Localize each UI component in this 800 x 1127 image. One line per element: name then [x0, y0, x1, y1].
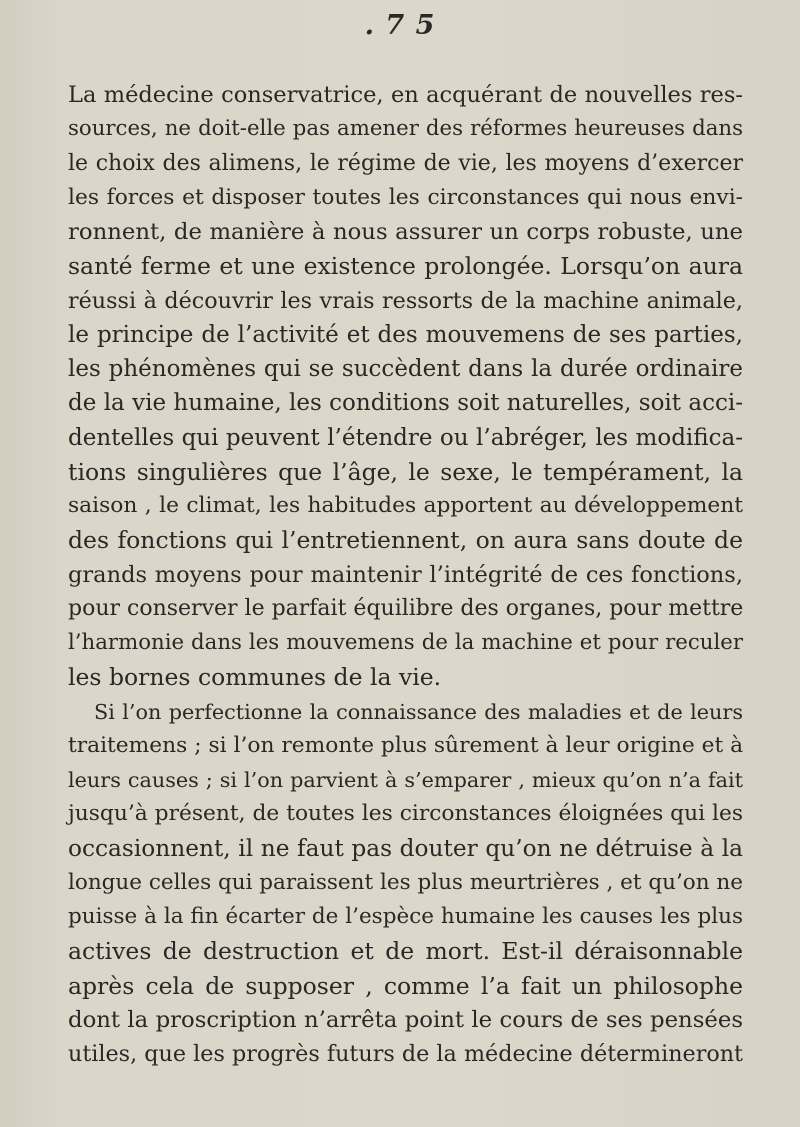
text-line: le principe de l’activité et des mouvemens de ses parties, — [68, 321, 743, 348]
text-line: santé ferme et une existence prolongée. Lorsqu’on aura — [68, 252, 743, 281]
text-line: les forces et disposer toutes les circonstances qui nous envi- — [68, 184, 743, 210]
text-line: le choix des alimens, le régime de vie, les moyens d’exercer — [68, 150, 743, 176]
text-line: réussi à découvrir les vrais ressorts de la machine animale, — [68, 287, 743, 314]
text-line: tions singulières que l’âge, le sexe, le tempérament, la — [68, 457, 743, 486]
text-line: l’harmonie dans les mouvemens de la machine et pour reculer — [68, 630, 743, 655]
text-line: les phénomènes qui se succèdent dans la durée ordinaire — [68, 356, 743, 382]
text-line: leurs causes ; si l’on parvient à s’emparer , mieux qu’on n’a fait — [68, 768, 743, 792]
body-text — [68, 78, 743, 1071]
paragraph-2 — [68, 695, 743, 1072]
text-line: grands moyens pour maintenir l’intégrité de ces fonctions, — [68, 561, 743, 588]
text-line: puisse à la fin écarter de l’espèce humaine les causes les plus — [68, 904, 743, 929]
text-line: sources, ne doit-elle pas amener des réformes heureuses dans — [68, 116, 743, 142]
text-line: dont la proscription n’arrêta point le cours de ses pensées — [68, 1006, 743, 1033]
page-number: . 7 5 — [364, 10, 436, 41]
text-line: après cela de supposer , comme l’a fait un philosophe — [68, 971, 743, 1000]
text-line: les bornes communes de la vie. — [68, 663, 442, 692]
text-line: pour conserver le parfait équilibre des organes, pour mettre — [68, 595, 744, 621]
text-line: saison , le climat, les habitudes apportent au développement — [68, 493, 743, 518]
text-line: traitemens ; si l’on remonte plus sûrement à leur origine et à — [68, 732, 744, 758]
text-line: utiles, que les progrès futurs de la médecine détermineront — [68, 1041, 743, 1067]
text-line: La médecine conservatrice, en acquérant de nouvelles res- — [68, 82, 743, 108]
text-line: ronnent, de manière à nous assurer un corps robuste, une — [68, 219, 743, 245]
text-line: occasionnent, il ne faut pas douter qu’on ne détruise à la — [68, 834, 743, 862]
text-line: de la vie humaine, les conditions soit naturelles, soit acci- — [68, 390, 743, 417]
text-line: dentelles qui peuvent l’étendre ou l’abréger, les modifica- — [68, 424, 743, 451]
text-line: Si l’on perfectionne la connaissance des maladies et de leurs — [94, 699, 743, 724]
paragraph-1 — [68, 78, 743, 695]
text-line: longue celles qui paraissent les plus meurtrières , et qu’on ne — [68, 869, 743, 895]
text-line: actives de destruction et de mort. Est-il déraisonnable — [68, 937, 743, 966]
text-line: jusqu’à présent, de toutes les circonstances éloignées qui les — [68, 801, 743, 827]
text-line: des fonctions qui l’entretiennent, on aura sans doute de — [68, 526, 743, 555]
